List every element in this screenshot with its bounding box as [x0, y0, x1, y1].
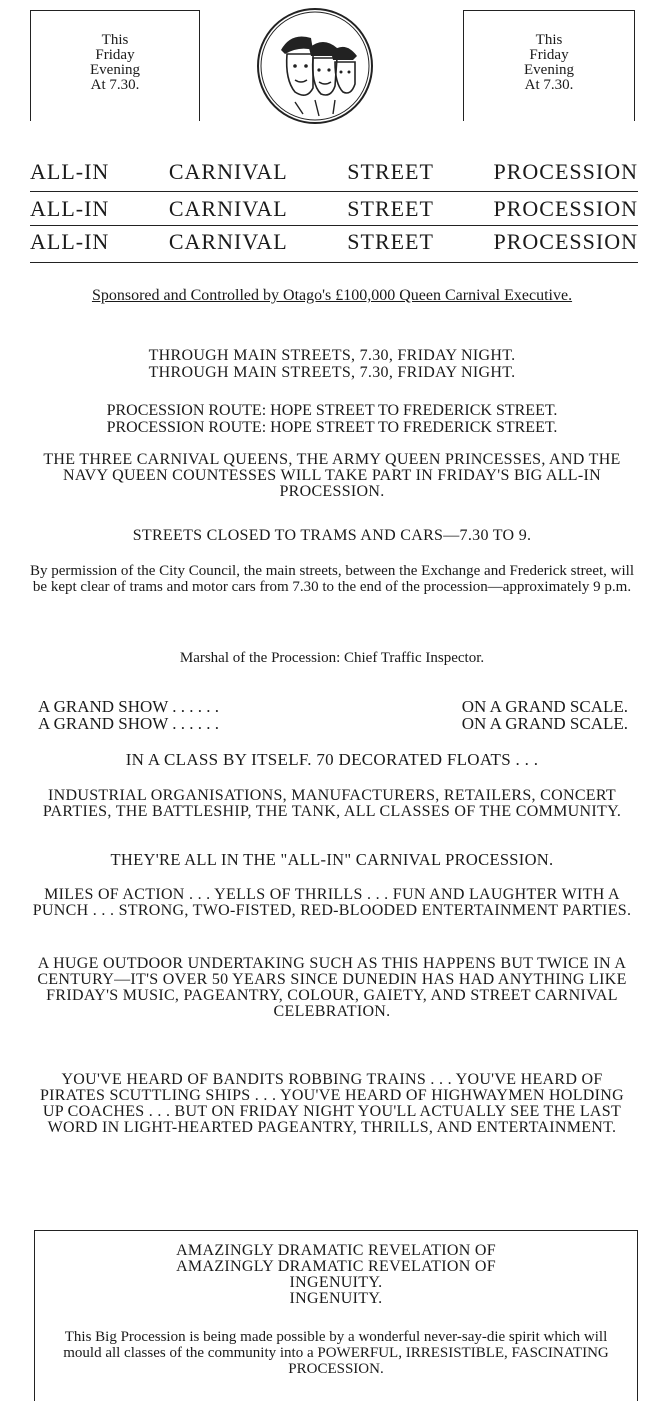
grand-right: ON A GRAND SCALE. [461, 697, 628, 716]
title-word: STREET [347, 159, 434, 184]
revelation-body: This Big Procession is being made possible by a wonderful never-say-die spirit which will mould all classes of the community into a POWERFUL, IRRESISTIBLE, FASCINATING PROCESSION. [63, 1329, 609, 1377]
revelation-box [34, 1230, 638, 1401]
right-info-box [463, 10, 635, 121]
divider [30, 262, 638, 263]
sponsor-line: Sponsored and Controlled by Otago's £100,000 Queen Carnival Executive. [91, 287, 573, 304]
grand-left: A GRAND SHOW . . . . . . [38, 714, 220, 733]
title-word: ALL-IN [30, 229, 110, 254]
title-word: ALL-IN [30, 159, 110, 184]
divider [30, 225, 638, 226]
title-word: PROCESSION [493, 196, 638, 221]
left-box-line: This [101, 32, 129, 48]
revelation-head: INGENUITY. [289, 1274, 383, 1291]
through-line: THROUGH MAIN STREETS, 7.30, FRIDAY NIGHT. [148, 347, 516, 364]
title-row [30, 230, 638, 254]
grand-row [38, 715, 628, 732]
title-word: PROCESSION [493, 159, 638, 184]
right-box-line: Friday [529, 47, 569, 63]
title-word: CARNIVAL [168, 159, 288, 184]
grand-left: A GRAND SHOW . . . . . . [38, 697, 220, 716]
route-line: PROCESSION ROUTE: HOPE STREET TO FREDERICK STREET. [106, 419, 558, 436]
grand-row [38, 698, 628, 715]
left-info-box [30, 10, 200, 121]
title-word: ALL-IN [30, 196, 110, 221]
queens-paragraph: THE THREE CARNIVAL QUEENS, THE ARMY QUEEN PRINCESSES, AND THE NAVY QUEEN COUNTESSES WILL TAKE PART IN FRIDAY'S BIG ALL-IN PROCESSION. [43, 451, 621, 500]
title-row [30, 160, 638, 184]
huge-paragraph: A HUGE OUTDOOR UNDERTAKING SUCH AS THIS HAPPENS BUT TWICE IN A CENTURY—IT'S OVER 50 YEARS SINCE DUNEDIN HAS HAD ANYTHING LIKE FRIDAY'S MUSIC, PAGEANTRY, COLOUR, GAIETY, AND STREET CARNIVAL CELEBRATION. [37, 955, 627, 1020]
class-line: IN A CLASS BY ITSELF. 70 DECORATED FLOATS . . . [125, 750, 539, 769]
revelation-head: AMAZINGLY DRAMATIC REVELATION OF [176, 1258, 496, 1275]
left-box-line: Friday [95, 47, 135, 63]
marshal-line: Marshal of the Procession: Chief Traffic Inspector. [179, 650, 485, 666]
permission-paragraph: By permission of the City Council, the main streets, between the Exchange and Frederick street, will be kept clear of trams and motor cars from 7.30 to the end of the procession—approximately 9 p.m. [29, 563, 634, 595]
grand-right: ON A GRAND SCALE. [461, 714, 628, 733]
divider [30, 191, 638, 192]
title-word: CARNIVAL [168, 196, 288, 221]
miles-paragraph: MILES OF ACTION . . . YELLS OF THRILLS . . . FUN AND LAUGHTER WITH A PUNCH . . . STRONG, TWO-FISTED, RED-BLOODED ENTERTAINMENT PARTIES. [32, 886, 632, 919]
industrial-paragraph: INDUSTRIAL ORGANISATIONS, MANUFACTURERS, RETAILERS, CONCERT PARTIES, THE BATTLESHIP, THE TANK, ALL CLASSES OF THE COMMUNITY. [42, 787, 622, 820]
right-box-line: This [535, 32, 563, 48]
right-box-line: At 7.30. [524, 77, 574, 93]
streets-closed-line: STREETS CLOSED TO TRAMS AND CARS—7.30 TO 9. [132, 527, 532, 544]
title-word: PROCESSION [493, 229, 638, 254]
faces-logo-icon [257, 8, 373, 124]
title-word: STREET [347, 229, 434, 254]
title-word: CARNIVAL [168, 229, 288, 254]
grand-show-block [38, 698, 628, 732]
revelation-head: INGENUITY. [289, 1290, 383, 1307]
revelation-head: AMAZINGLY DRAMATIC REVELATION OF [176, 1242, 496, 1259]
bandits-paragraph: YOU'VE HEARD OF BANDITS ROBBING TRAINS . . . YOU'VE HEARD OF PIRATES SCUTTLING SHIPS . . . YOU'VE HEARD OF HIGHWAYMEN HOLDING UP COACHES . . . BUT ON FRIDAY NIGHT YOU'LL ACTUALLY SEE THE LAST WORD IN LIGHT-HEARTED PAGEANTRY, THRILLS, AND ENTERTAINMENT. [39, 1071, 625, 1136]
right-box-line: Evening [524, 62, 574, 78]
left-box-line: At 7.30. [90, 77, 140, 93]
through-line: THROUGH MAIN STREETS, 7.30, FRIDAY NIGHT. [148, 364, 516, 381]
route-line: PROCESSION ROUTE: HOPE STREET TO FREDERICK STREET. [106, 402, 558, 419]
title-word: STREET [347, 196, 434, 221]
title-row [30, 197, 638, 221]
left-box-line: Evening [90, 62, 140, 78]
theyre-line: THEY'RE ALL IN THE "ALL-IN" CARNIVAL PROCESSION. [110, 850, 554, 869]
